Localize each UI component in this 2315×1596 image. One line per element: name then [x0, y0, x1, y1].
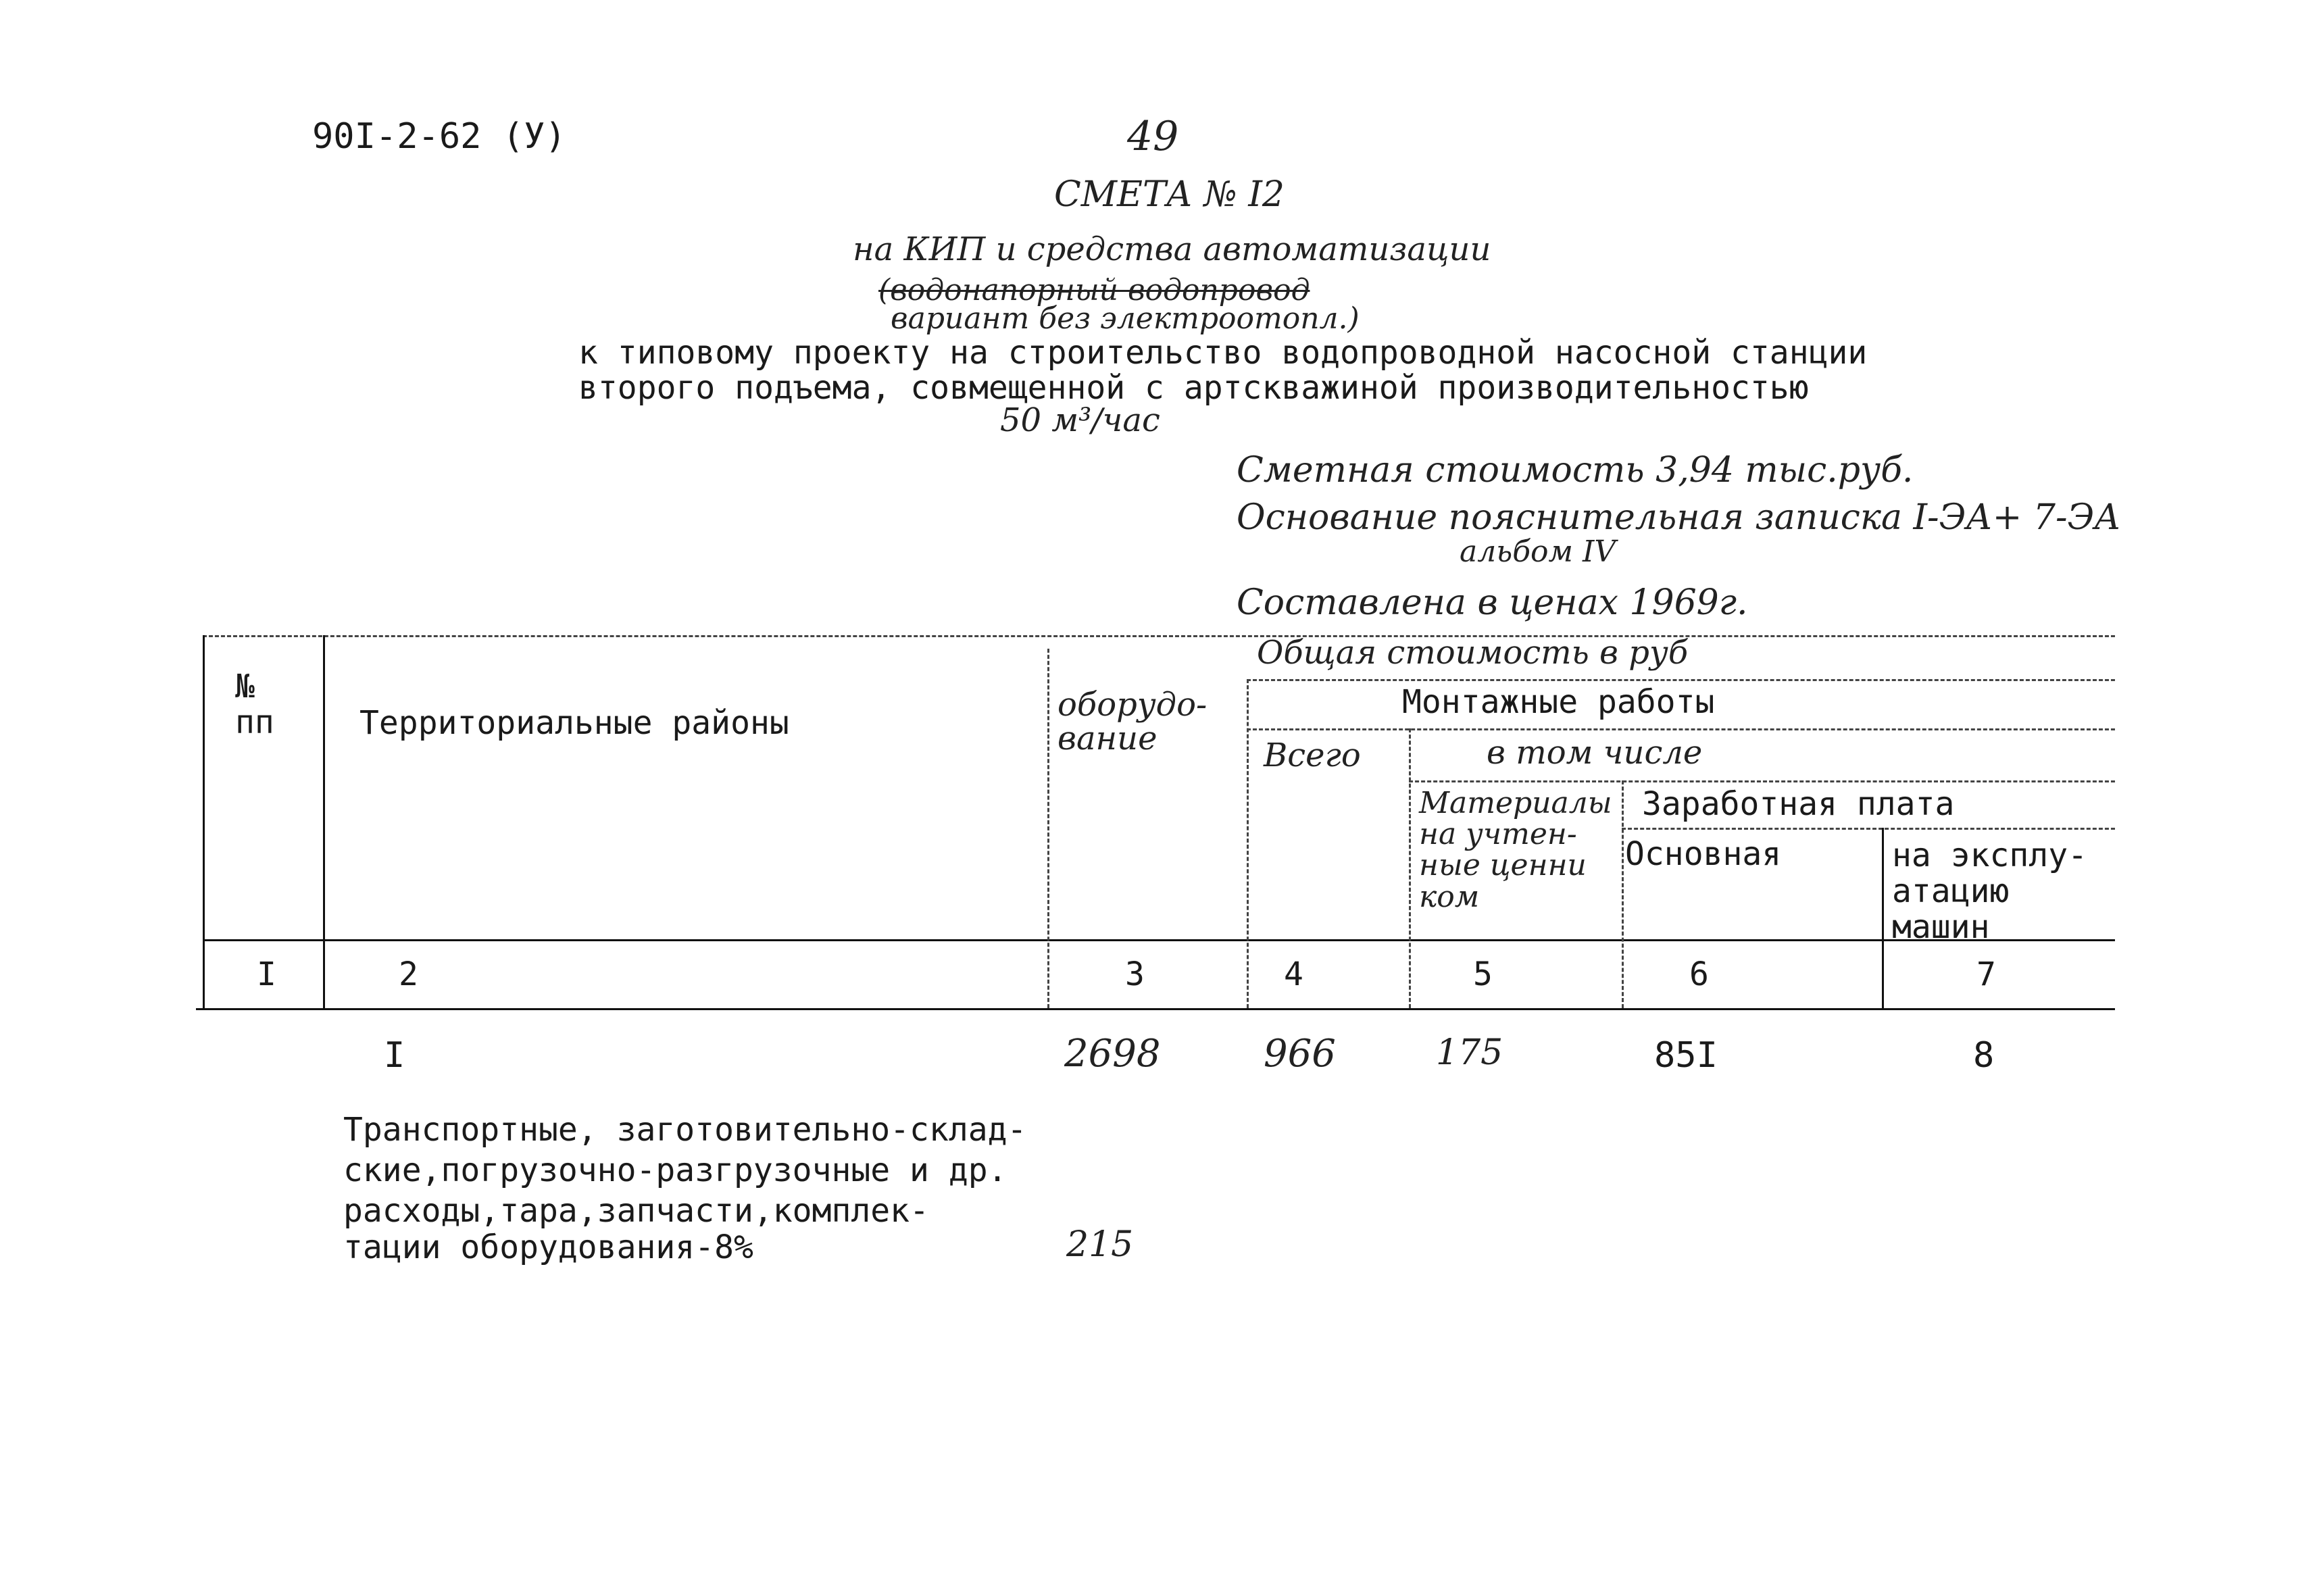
page-number: 49 — [1127, 113, 1179, 160]
row-materials: 175 — [1436, 1032, 1503, 1073]
col-number-2: 2 — [399, 955, 418, 993]
table-left-border — [203, 635, 205, 1008]
estimate-title: СМЕТА № I2 — [1054, 174, 1285, 215]
header-bottom-border — [203, 939, 2115, 941]
col-number-4: 4 — [1284, 955, 1303, 993]
col-header-machines: на эксплу-атацию машин — [1892, 837, 2087, 946]
project-line-2: второго подъема, совмещенной с артскважиной производительностью — [578, 369, 1809, 407]
col-divider-1 — [323, 635, 325, 1008]
col-header-regions: Территориальные районы — [359, 704, 789, 742]
estimate-subject-struck: (водонапорный водопровод — [878, 273, 1310, 307]
transport-note-line-3: расходы,тара,запчасти,комплек- — [343, 1192, 929, 1230]
including-header: в том числе — [1487, 734, 1703, 772]
transport-value: 215 — [1066, 1224, 1134, 1265]
album-note: альбом IV — [1460, 534, 1616, 569]
col-divider-6 — [1882, 828, 1884, 1008]
wages-divider — [1622, 828, 2115, 830]
wages-header: Заработная плата — [1642, 785, 1955, 823]
document-code: 90I-2-62 (У) — [312, 116, 566, 157]
transport-note-line-1: Транспортные, заготовительно-склад- — [343, 1111, 1027, 1149]
col-divider-3 — [1247, 679, 1249, 1008]
col-header-total: Всего — [1264, 737, 1361, 774]
col-number-1: I — [257, 955, 276, 993]
row-total: 966 — [1264, 1032, 1336, 1076]
subheader-divider — [1409, 780, 2115, 782]
row-wage-basic: 85I — [1654, 1035, 1718, 1076]
table-top-border — [203, 635, 2115, 637]
col-header-equipment: оборудо-вание — [1057, 686, 1208, 758]
col-number-7: 7 — [1976, 955, 1996, 993]
col-divider-4 — [1409, 728, 1411, 1008]
basis-note: Основание пояснительная записка I-ЭА+ 7-ЭА — [1237, 497, 2121, 538]
price-level-note: Составлена в ценах 1969г. — [1237, 582, 1748, 623]
estimate-subject: на КИП и средства автоматизации — [853, 230, 1491, 268]
col-header-number: № пп — [235, 668, 274, 741]
col-number-3: 3 — [1125, 955, 1145, 993]
row-region: I — [384, 1035, 405, 1076]
col-divider-2 — [1047, 649, 1049, 1008]
numbers-bottom-border — [196, 1008, 2115, 1010]
installation-divider — [1247, 679, 2115, 681]
row-equipment: 2698 — [1064, 1032, 1161, 1076]
transport-note-line-4: тации оборудования-8% — [343, 1228, 753, 1266]
project-line-1: к типовому проекту на строительство водопроводной насосной станции — [578, 334, 1868, 372]
row-wage-machines: 8 — [1973, 1035, 1995, 1076]
estimate-variant: вариант без электроотопл.) — [891, 301, 1360, 336]
col-number-6: 6 — [1689, 955, 1709, 993]
transport-note-line-2: ские,погрузочно-разгрузочные и др. — [343, 1151, 1007, 1189]
total-cost-header: Общая стоимость в руб — [1257, 634, 1689, 672]
col-number-5: 5 — [1473, 955, 1493, 993]
installation-header: Монтажные работы — [1402, 683, 1715, 721]
col-divider-5 — [1622, 780, 1624, 1008]
estimated-cost: Сметная стоимость 3,94 тыс.руб. — [1237, 450, 1914, 491]
project-capacity: 50 м³/час — [1000, 401, 1160, 439]
col-header-basic: Основная — [1625, 835, 1782, 873]
including-divider — [1247, 728, 2115, 730]
col-header-materials: Материалы на учтен-ные ценни ком — [1419, 786, 1612, 914]
